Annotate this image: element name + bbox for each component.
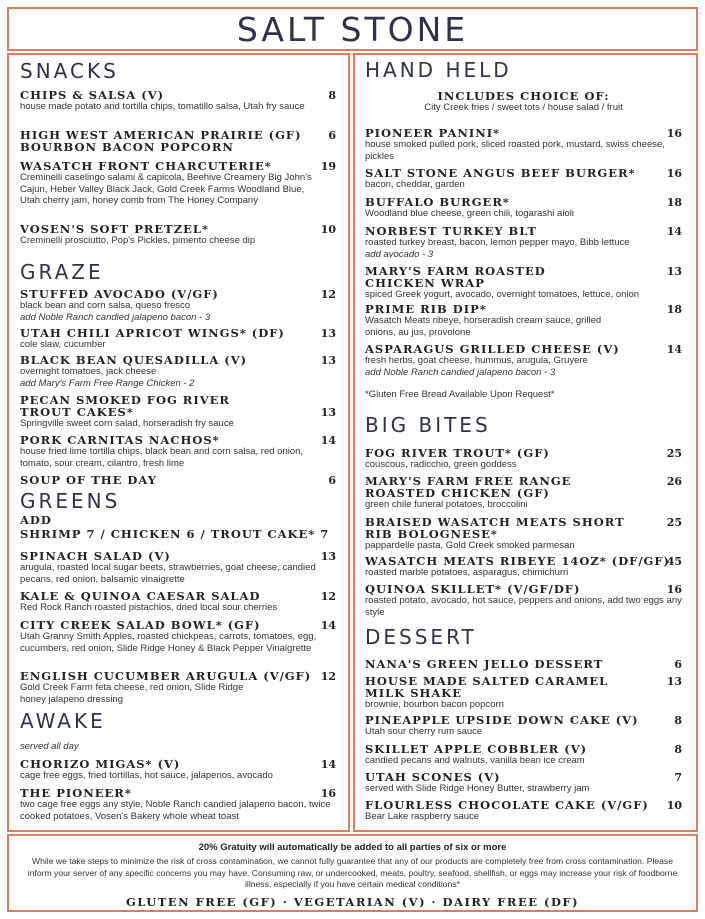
menu-item: QUINOA SKILLET* (V/GF/DF) 16 roasted potato, avocado, hot sauce, peppers and onions, add two eggs any style bbox=[365, 582, 682, 618]
includes-block: INCLUDES CHOICE OF: City Creek fries / sweet tots / house salad / fruit bbox=[424, 89, 623, 113]
left-column bbox=[7, 53, 350, 832]
menu-item: STUFFED AVOCADO (V/GF) 12 black bean and corn salsa, queso fresco add Noble Ranch candied jalapeno bacon - 3 bbox=[20, 287, 336, 323]
menu-item: FOG RIVER TROUT* (GF) 25 couscous, radicchio, green goddess bbox=[365, 446, 682, 470]
footer bbox=[7, 834, 698, 912]
section-graze: GRAZE bbox=[20, 260, 104, 284]
menu-item: ASPARAGUS GRILLED CHEESE (V) 14 fresh herbs, goat cheese, hummus, arugula, Gruyere add Noble Ranch candied jalapeno bacon - 3 bbox=[365, 342, 682, 378]
menu-item: CITY CREEK SALAD BOWL* (GF) 14 Utah Granny Smith Apples, roasted chickpeas, carrots, tomatoes, egg, cucumbers, red onion, Slide Ridge Honey & Black Pepper Vinaigrette bbox=[20, 618, 336, 654]
menu-item: MARY'S FARM FREE RANGE ROASTED CHICKEN (GF) 26 green chile funeral potatoes, broccolini bbox=[365, 474, 682, 510]
menu-item: HIGH WEST AMERICAN PRAIRIE (GF) BOURBON BACON POPCORN 6 bbox=[20, 128, 336, 154]
menu-item: VOSEN'S SOFT PRETZEL* 10 Creminelli prosciutto, Pop's Pickles, pimento cheese dip bbox=[20, 222, 336, 246]
menu-item: PECAN SMOKED FOG RIVER TROUT CAKES* 13 Springville sweet corn salad, horseradish fry sauce bbox=[20, 393, 336, 429]
restaurant-title: SALT STONE bbox=[7, 7, 698, 51]
gratuity-note: 20% Gratuity will automatically be added to all parties of six or more bbox=[198, 842, 507, 853]
section-awake: AWAKE bbox=[20, 709, 106, 733]
menu-item: PORK CARNITAS NACHOS* 14 house fried lime tortilla chips, black bean and corn salsa, red onion, tomato, sour cream, cilantro, fresh lime bbox=[20, 433, 336, 469]
greens-add: ADD SHRIMP 7 / CHICKEN 6 / TROUT CAKE* 7 bbox=[20, 513, 330, 541]
menu-item: BRAISED WASATCH MEATS SHORT RIB BOLOGNESE* 25 pappardelle pasta, Gold Creek smoked parmesan bbox=[365, 515, 682, 551]
menu-item: SALT STONE ANGUS BEEF BURGER* 16 bacon, cheddar, garden bbox=[365, 166, 682, 190]
menu-item: PRIME RIB DIP* 18 Wasatch Meats ribeye, horseradish cream sauce, grilled onions, au jus, provolone bbox=[365, 302, 682, 338]
dietary-legend: GLUTEN FREE (GF) · VEGETARIAN (V) · DAIRY FREE (DF) bbox=[125, 894, 580, 909]
awake-note: served all day bbox=[20, 741, 79, 752]
menu-item: CHIPS & SALSA (V) 8 house made potato and tortilla chips, tomatillo salsa, Utah fry sauce bbox=[20, 88, 336, 112]
section-greens: GREENS bbox=[20, 489, 121, 513]
menu-item: FLOURLESS CHOCOLATE CAKE (V/GF) 10 Bear Lake raspberry sauce bbox=[365, 798, 682, 822]
menu-item: NANA'S GREEN JELLO DESSERT 6 bbox=[365, 657, 682, 671]
section-dessert: DESSERT bbox=[365, 625, 477, 649]
menu-item: KALE & QUINOA CAESAR SALAD 12 Red Rock Ranch roasted pistachios, dried local sour cherries bbox=[20, 589, 336, 613]
section-big-bites: BIG BITES bbox=[365, 413, 491, 437]
menu-item: SKILLET APPLE COBBLER (V) 8 candied pecans and walnuts, vanilla bean ice cream bbox=[365, 742, 682, 766]
menu-item: BUFFALO BURGER* 18 Woodland blue cheese, green chili, togarashi aioli bbox=[365, 195, 682, 219]
section-hand-held: HAND HELD bbox=[365, 58, 512, 82]
menu-item: SPINACH SALAD (V) 13 arugula, roasted local sugar beets, strawberries, goat cheese, candied pecans, red onion, balsamic vinaigrette bbox=[20, 549, 336, 585]
menu-item: CHORIZO MIGAS* (V) 14 cage free eggs, fried tortillas, hot sauce, jalapenos, avocado bbox=[20, 757, 336, 781]
menu-item: ENGLISH CUCUMBER ARUGULA (V/GF) 12 Gold Creek Farm feta cheese, red onion, Slide Ridge honey jalapeno dressing bbox=[20, 669, 336, 705]
right-column bbox=[353, 53, 698, 832]
menu-item: WASATCH FRONT CHARCUTERIE* 19 Creminelli caselingo salami & capicola, Beehive Creamery Big John's Cajun, Heber Valley Black Jack, Gold Creek Farms Woodland Blue, Utah cherry jam, honey comb from The Honey Company bbox=[20, 159, 336, 206]
menu-item: HOUSE MADE SALTED CARAMEL MILK SHAKE 13 brownie, bourbon bacon popcorn bbox=[365, 674, 682, 710]
menu-item: BLACK BEAN QUESADILLA (V) 13 overnight tomatoes, jack cheese add Mary's Farm Free Range Chicken - 2 bbox=[20, 353, 336, 389]
menu-item: UTAH SCONES (V) 7 served with Slide Ridge Honey Butter, strawberry jam bbox=[365, 770, 682, 794]
allergy-disclaimer: While we take steps to minimize the risk of cross contamination, we cannot fully guarantee that any of our products are completely free from cross contamination. Please inform your server of any specific concerns you may have. Consuming raw, or undercooked, meats, poultry, seafood, shellfish, or eggs may increase your risk of foodborne illness, especially if you have certain medical conditions* bbox=[27, 856, 678, 889]
menu-item: PINEAPPLE UPSIDE DOWN CAKE (V) 8 Utah sour cherry rum sauce bbox=[365, 713, 682, 737]
menu-item: PIONEER PANINI* 16 house smoked pulled pork, sliced roasted pork, mustard, swiss cheese, pickles bbox=[365, 126, 682, 162]
menu-item: THE PIONEER* 16 two cage free eggs any style, Noble Ranch candied jalapeno bacon, twice cooked potatoes, Vosen's Bakery whole wheat toast bbox=[20, 786, 336, 822]
menu-item: WASATCH MEATS RIBEYE 14OZ* (DF/GF) 45 roasted marble potatoes, asparagus, chimichurri bbox=[365, 554, 682, 578]
menu-item: UTAH CHILI APRICOT WINGS* (DF) 13 cole slaw, cucumber bbox=[20, 326, 336, 350]
menu-item: NORBEST TURKEY BLT 14 roasted turkey breast, bacon, lemon pepper mayo, Bibb lettuce add avocado - 3 bbox=[365, 224, 682, 260]
section-snacks: SNACKS bbox=[20, 59, 119, 83]
gluten-free-note: *Gluten Free Bread Available Upon Request* bbox=[365, 389, 555, 400]
menu-item: SOUP OF THE DAY 6 bbox=[20, 473, 336, 487]
menu-item: MARY'S FARM ROASTED CHICKEN WRAP 13 spiced Greek yogurt, avocado, overnight tomatoes, lettuce, onion bbox=[365, 264, 682, 300]
